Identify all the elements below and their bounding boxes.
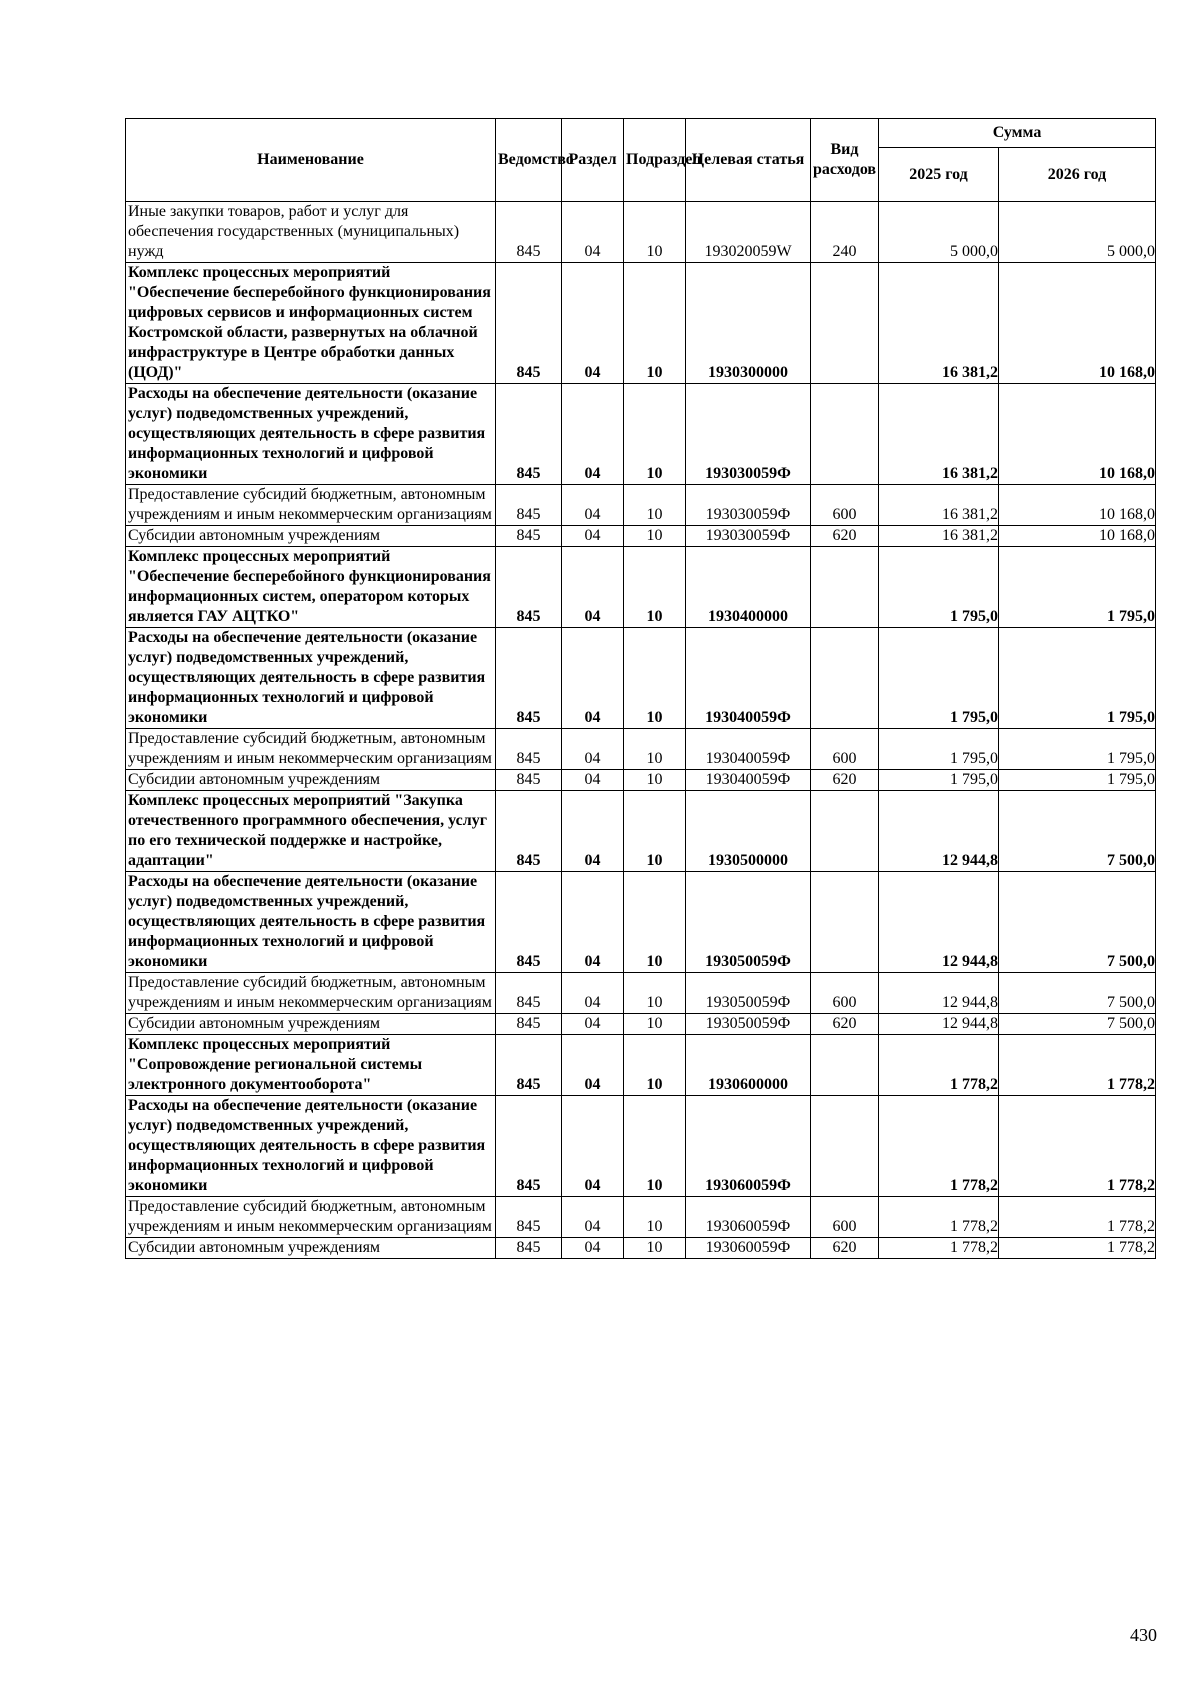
cell-razdel: 04 (562, 202, 624, 263)
cell-sum-2026: 10 168,0 (999, 263, 1156, 384)
cell-vid-rashodov: 600 (811, 973, 879, 1014)
cell-celevaya-statya: 193050059Ф (686, 872, 811, 973)
cell-podrazdel: 10 (624, 770, 686, 791)
cell-vedomstvo: 845 (496, 1096, 562, 1197)
cell-sum-2025: 1 778,2 (879, 1096, 999, 1197)
cell-vid-rashodov: 600 (811, 485, 879, 526)
cell-vid-rashodov (811, 872, 879, 973)
cell-razdel: 04 (562, 526, 624, 547)
cell-podrazdel: 10 (624, 1197, 686, 1238)
cell-sum-2026: 5 000,0 (999, 202, 1156, 263)
cell-vedomstvo: 845 (496, 729, 562, 770)
cell-vedomstvo: 845 (496, 263, 562, 384)
table-row (126, 973, 1156, 1014)
cell-podrazdel: 10 (624, 628, 686, 729)
cell-sum-2026: 1 778,2 (999, 1035, 1156, 1096)
cell-sum-2026: 1 778,2 (999, 1096, 1156, 1197)
cell-podrazdel: 10 (624, 384, 686, 485)
table-row (126, 263, 1156, 384)
cell-sum-2026: 10 168,0 (999, 384, 1156, 485)
cell-vedomstvo: 845 (496, 791, 562, 872)
cell-name: Комплекс процессных мероприятий "Сопровождение региональной системы электронного документооборота" (126, 1035, 496, 1096)
cell-sum-2025: 5 000,0 (879, 202, 999, 263)
cell-vid-rashodov: 620 (811, 1014, 879, 1035)
header-vid-rashodov: Вид расходов (811, 119, 879, 202)
cell-vid-rashodov (811, 1035, 879, 1096)
cell-vid-rashodov: 600 (811, 729, 879, 770)
cell-sum-2025: 1 778,2 (879, 1197, 999, 1238)
cell-sum-2025: 1 795,0 (879, 628, 999, 729)
cell-podrazdel: 10 (624, 526, 686, 547)
cell-vedomstvo: 845 (496, 872, 562, 973)
cell-sum-2025: 12 944,8 (879, 973, 999, 1014)
cell-vedomstvo: 845 (496, 1035, 562, 1096)
cell-vedomstvo: 845 (496, 202, 562, 263)
cell-sum-2026: 1 778,2 (999, 1197, 1156, 1238)
cell-celevaya-statya: 193040059Ф (686, 770, 811, 791)
cell-sum-2026: 7 500,0 (999, 1014, 1156, 1035)
table-row (126, 547, 1156, 628)
cell-vedomstvo: 845 (496, 628, 562, 729)
cell-razdel: 04 (562, 770, 624, 791)
cell-sum-2025: 16 381,2 (879, 526, 999, 547)
cell-razdel: 04 (562, 547, 624, 628)
cell-celevaya-statya: 1930600000 (686, 1035, 811, 1096)
cell-sum-2026: 1 795,0 (999, 729, 1156, 770)
cell-sum-2025: 1 795,0 (879, 729, 999, 770)
cell-name: Иные закупки товаров, работ и услуг для обеспечения государственных (муниципальных) нужд (126, 202, 496, 263)
cell-razdel: 04 (562, 872, 624, 973)
cell-sum-2025: 1 778,2 (879, 1238, 999, 1259)
document-page (125, 118, 1155, 1259)
cell-vid-rashodov: 620 (811, 1238, 879, 1259)
table-row (126, 1197, 1156, 1238)
table-row (126, 384, 1156, 485)
cell-podrazdel: 10 (624, 547, 686, 628)
cell-vedomstvo: 845 (496, 1197, 562, 1238)
cell-vid-rashodov (811, 1096, 879, 1197)
cell-name: Субсидии автономным учреждениям (126, 1014, 496, 1035)
table-row (126, 1238, 1156, 1259)
table-row (126, 485, 1156, 526)
table-row (126, 770, 1156, 791)
cell-vedomstvo: 845 (496, 547, 562, 628)
cell-name: Предоставление субсидий бюджетным, автономным учреждениям и иным некоммерческим организациям (126, 1197, 496, 1238)
cell-vedomstvo: 845 (496, 770, 562, 791)
cell-sum-2026: 7 500,0 (999, 973, 1156, 1014)
cell-celevaya-statya: 193040059Ф (686, 628, 811, 729)
table-body (126, 202, 1156, 1259)
table-row (126, 1035, 1156, 1096)
cell-name: Предоставление субсидий бюджетным, автономным учреждениям и иным некоммерческим организациям (126, 973, 496, 1014)
cell-vedomstvo: 845 (496, 1238, 562, 1259)
table-row (126, 872, 1156, 973)
cell-vedomstvo: 845 (496, 973, 562, 1014)
cell-sum-2025: 12 944,8 (879, 1014, 999, 1035)
cell-razdel: 04 (562, 1197, 624, 1238)
cell-celevaya-statya: 193030059Ф (686, 485, 811, 526)
cell-celevaya-statya: 1930300000 (686, 263, 811, 384)
cell-name: Предоставление субсидий бюджетным, автономным учреждениям и иным некоммерческим организациям (126, 485, 496, 526)
cell-vid-rashodov (811, 791, 879, 872)
cell-razdel: 04 (562, 263, 624, 384)
cell-podrazdel: 10 (624, 791, 686, 872)
cell-vid-rashodov (811, 263, 879, 384)
cell-celevaya-statya: 193050059Ф (686, 973, 811, 1014)
cell-name: Расходы на обеспечение деятельности (оказание услуг) подведомственных учреждений, осуществляющих деятельность в сфере развития информационных технологий и цифровой экономики (126, 1096, 496, 1197)
cell-vid-rashodov: 620 (811, 526, 879, 547)
cell-name: Предоставление субсидий бюджетным, автономным учреждениям и иным некоммерческим организациям (126, 729, 496, 770)
cell-celevaya-statya: 193050059Ф (686, 1014, 811, 1035)
cell-sum-2025: 12 944,8 (879, 872, 999, 973)
cell-podrazdel: 10 (624, 872, 686, 973)
cell-celevaya-statya: 193030059Ф (686, 384, 811, 485)
cell-razdel: 04 (562, 791, 624, 872)
cell-sum-2026: 1 795,0 (999, 547, 1156, 628)
cell-name: Расходы на обеспечение деятельности (оказание услуг) подведомственных учреждений, осуществляющих деятельность в сфере развития информационных технологий и цифровой экономики (126, 628, 496, 729)
cell-celevaya-statya: 193030059Ф (686, 526, 811, 547)
cell-razdel: 04 (562, 973, 624, 1014)
cell-razdel: 04 (562, 729, 624, 770)
cell-sum-2025: 1 795,0 (879, 770, 999, 791)
cell-podrazdel: 10 (624, 1238, 686, 1259)
header-vedomstvo: Ведомство (496, 119, 562, 202)
cell-sum-2026: 10 168,0 (999, 526, 1156, 547)
cell-podrazdel: 10 (624, 1035, 686, 1096)
cell-sum-2025: 12 944,8 (879, 791, 999, 872)
cell-sum-2025: 16 381,2 (879, 384, 999, 485)
table-row (126, 526, 1156, 547)
page-number: 430 (1130, 1625, 1157, 1645)
cell-razdel: 04 (562, 384, 624, 485)
cell-sum-2025: 16 381,2 (879, 263, 999, 384)
cell-sum-2025: 1 778,2 (879, 1035, 999, 1096)
cell-vid-rashodov: 620 (811, 770, 879, 791)
cell-sum-2025: 1 795,0 (879, 547, 999, 628)
cell-vedomstvo: 845 (496, 485, 562, 526)
cell-sum-2025: 16 381,2 (879, 485, 999, 526)
cell-razdel: 04 (562, 1096, 624, 1197)
header-podrazdel: Подраздел (624, 119, 686, 202)
cell-name: Расходы на обеспечение деятельности (оказание услуг) подведомственных учреждений, осуществляющих деятельность в сфере развития информационных технологий и цифровой экономики (126, 872, 496, 973)
cell-podrazdel: 10 (624, 263, 686, 384)
cell-celevaya-statya: 193060059Ф (686, 1197, 811, 1238)
cell-vedomstvo: 845 (496, 384, 562, 485)
cell-podrazdel: 10 (624, 1096, 686, 1197)
cell-podrazdel: 10 (624, 729, 686, 770)
cell-vedomstvo: 845 (496, 526, 562, 547)
cell-celevaya-statya: 193020059W (686, 202, 811, 263)
cell-razdel: 04 (562, 1014, 624, 1035)
cell-podrazdel: 10 (624, 485, 686, 526)
header-year-2025: 2025 год (879, 148, 999, 202)
cell-name: Комплекс процессных мероприятий "Закупка отечественного программного обеспечения, услуг по его технической поддержке и настройке, адаптации" (126, 791, 496, 872)
cell-razdel: 04 (562, 485, 624, 526)
cell-razdel: 04 (562, 1035, 624, 1096)
cell-name: Субсидии автономным учреждениям (126, 770, 496, 791)
cell-name: Субсидии автономным учреждениям (126, 1238, 496, 1259)
table-row (126, 791, 1156, 872)
budget-table (125, 118, 1156, 1259)
cell-vid-rashodov (811, 384, 879, 485)
table-row (126, 1096, 1156, 1197)
cell-celevaya-statya: 1930500000 (686, 791, 811, 872)
cell-vid-rashodov (811, 547, 879, 628)
cell-celevaya-statya: 193060059Ф (686, 1096, 811, 1197)
cell-celevaya-statya: 193040059Ф (686, 729, 811, 770)
cell-razdel: 04 (562, 1238, 624, 1259)
cell-celevaya-statya: 193060059Ф (686, 1238, 811, 1259)
cell-podrazdel: 10 (624, 973, 686, 1014)
cell-vid-rashodov: 240 (811, 202, 879, 263)
cell-razdel: 04 (562, 628, 624, 729)
header-summa: Сумма (879, 119, 1156, 148)
cell-name: Комплекс процессных мероприятий "Обеспечение бесперебойного функционирования цифровых сервисов и информационных систем Костромской области, развернутых на облачной инфраструктуре в Центре обработки данных (ЦОД)" (126, 263, 496, 384)
table-row (126, 729, 1156, 770)
table-row (126, 1014, 1156, 1035)
cell-sum-2026: 10 168,0 (999, 485, 1156, 526)
cell-name: Субсидии автономным учреждениям (126, 526, 496, 547)
cell-name: Расходы на обеспечение деятельности (оказание услуг) подведомственных учреждений, осуществляющих деятельность в сфере развития информационных технологий и цифровой экономики (126, 384, 496, 485)
table-row (126, 202, 1156, 263)
cell-vedomstvo: 845 (496, 1014, 562, 1035)
cell-podrazdel: 10 (624, 202, 686, 263)
cell-sum-2026: 7 500,0 (999, 872, 1156, 973)
cell-sum-2026: 1 795,0 (999, 770, 1156, 791)
header-razdel: Раздел (562, 119, 624, 202)
header-name: Наименование (126, 119, 496, 202)
table-row (126, 628, 1156, 729)
table-header-row (126, 119, 1156, 148)
cell-vid-rashodov (811, 628, 879, 729)
cell-podrazdel: 10 (624, 1014, 686, 1035)
cell-name: Комплекс процессных мероприятий "Обеспечение бесперебойного функционирования информационных систем, оператором которых является ГАУ АЦТКО" (126, 547, 496, 628)
cell-sum-2026: 1 778,2 (999, 1238, 1156, 1259)
cell-vid-rashodov: 600 (811, 1197, 879, 1238)
cell-sum-2026: 1 795,0 (999, 628, 1156, 729)
cell-sum-2026: 7 500,0 (999, 791, 1156, 872)
header-celevaya-statya: Целевая статья (686, 119, 811, 202)
header-year-2026: 2026 год (999, 148, 1156, 202)
cell-celevaya-statya: 1930400000 (686, 547, 811, 628)
